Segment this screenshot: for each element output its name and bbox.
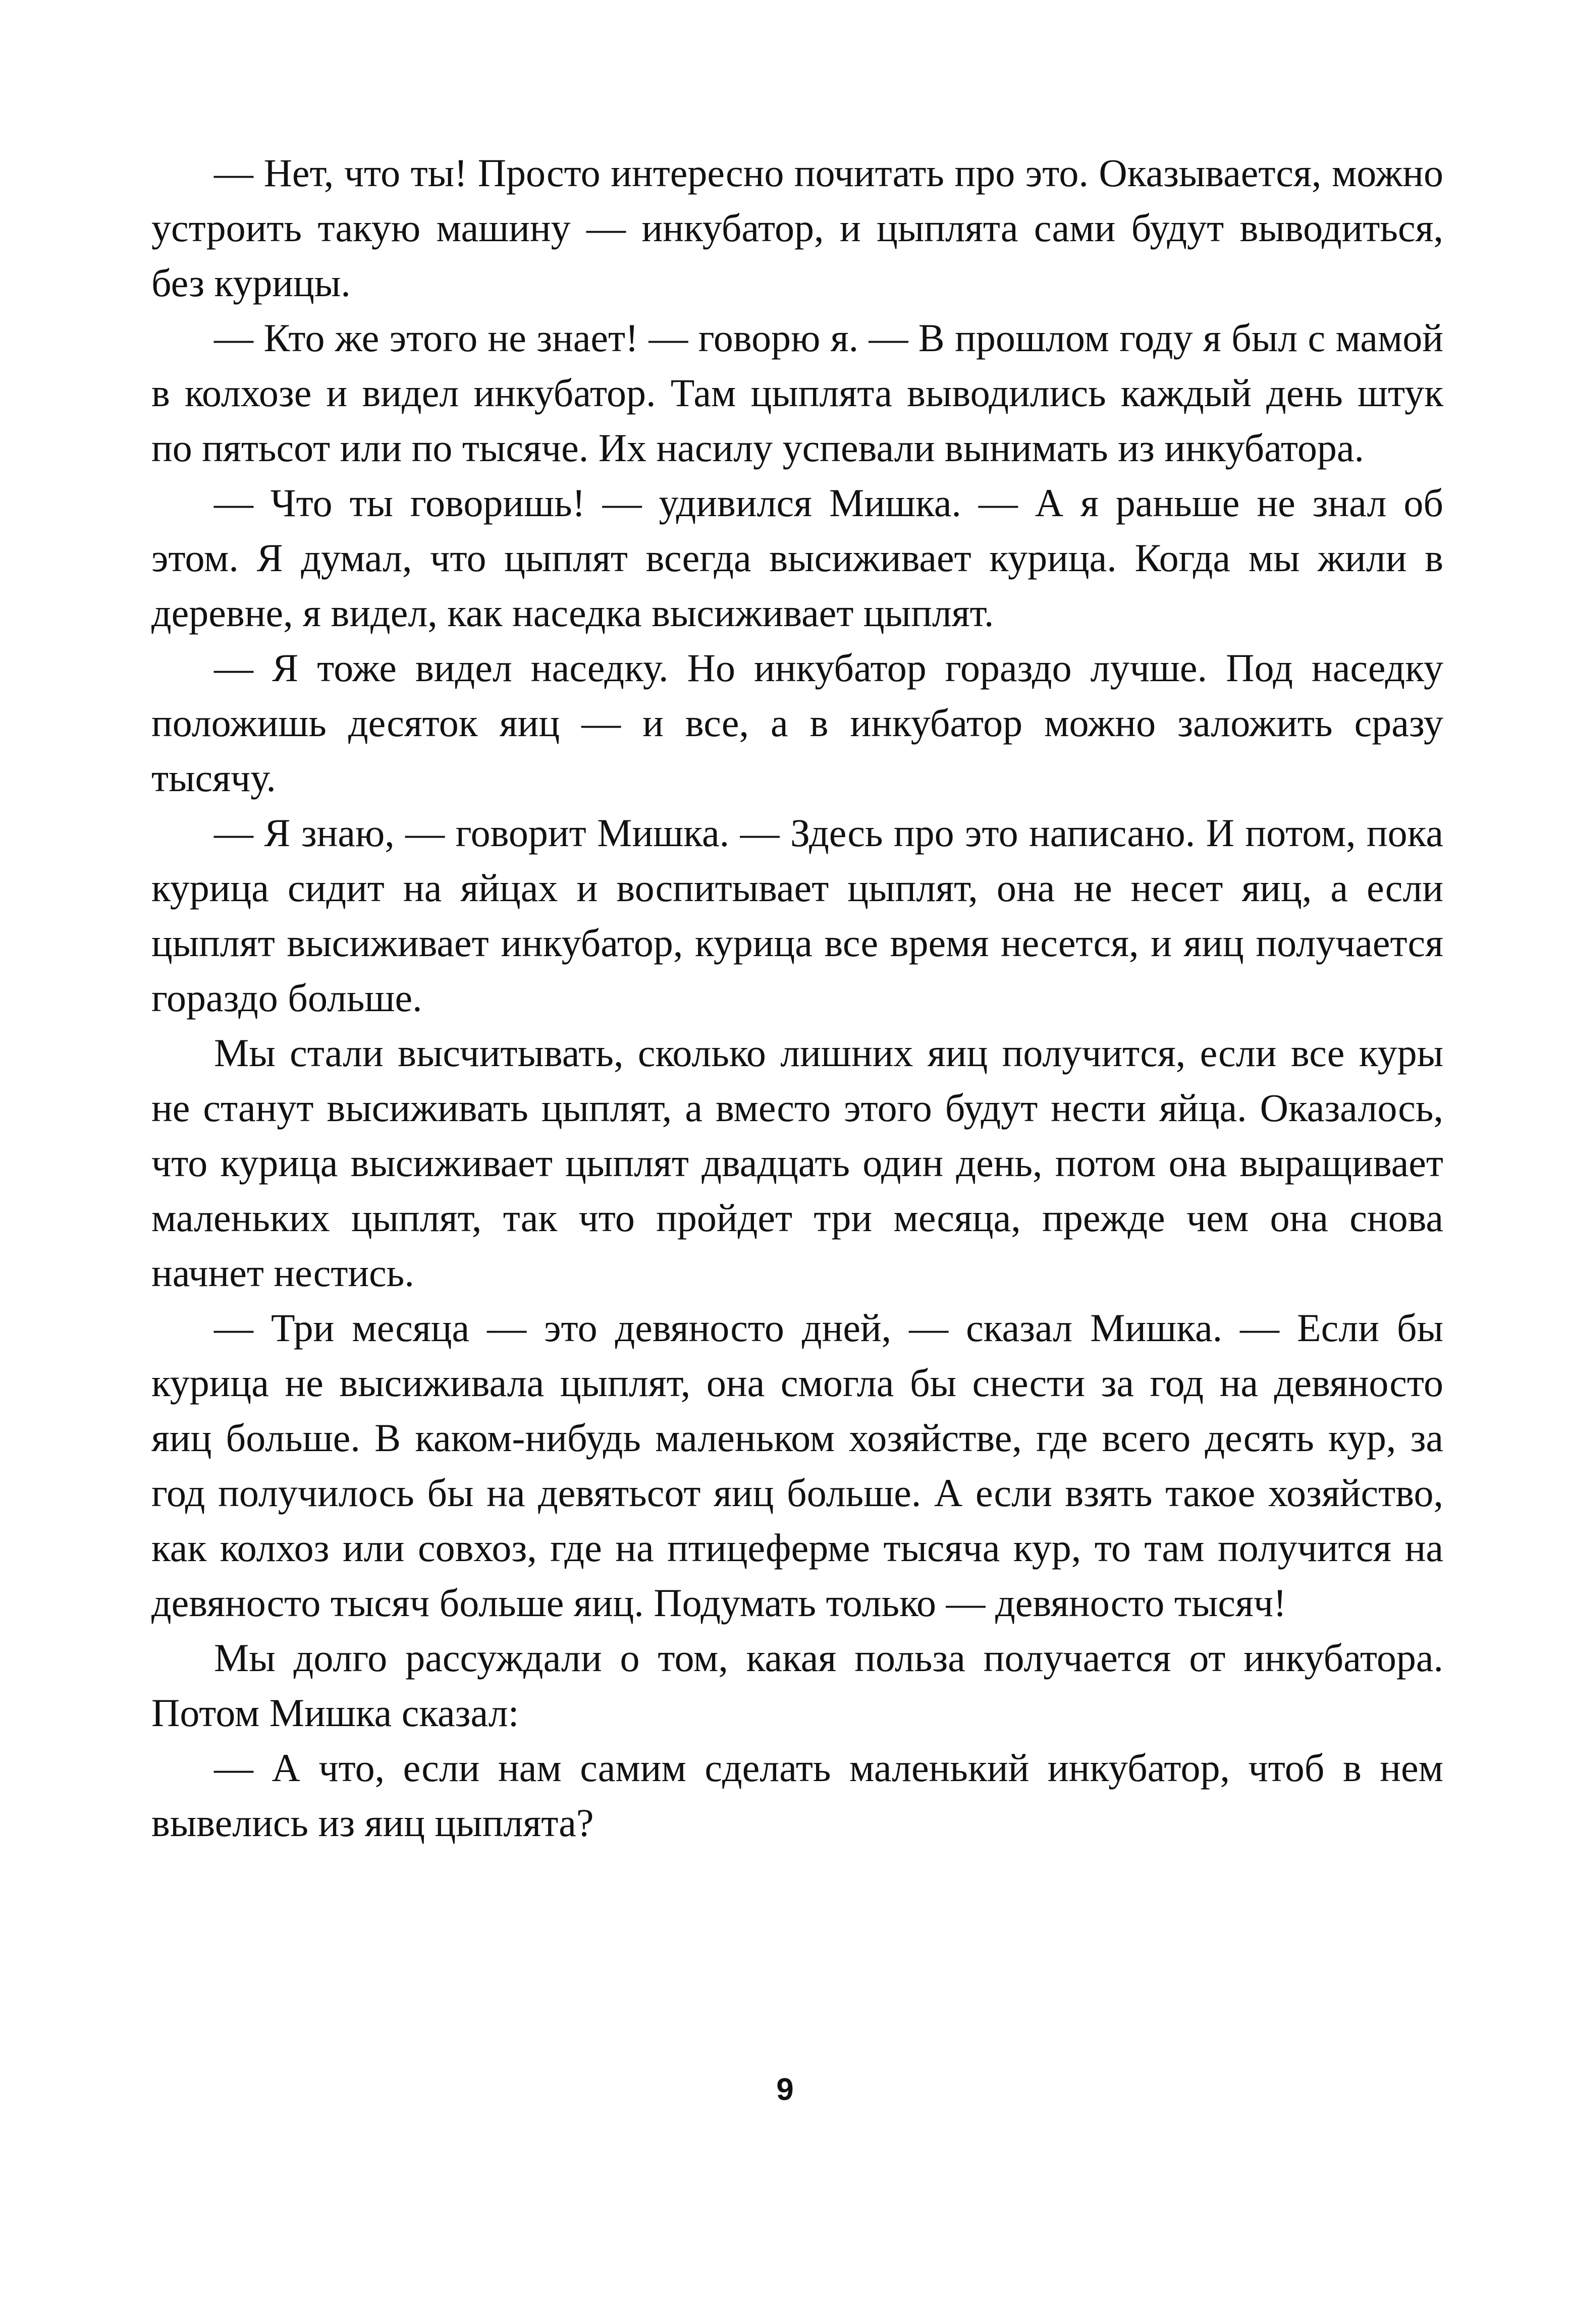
paragraph-9: — А что, если нам самим сделать маленький инкубатор, чтоб в нем вывелись из яиц цыплята?	[151, 1746, 1443, 1845]
paragraph-7: — Три месяца — это девяносто дней, — сказал Мишка. — Если бы курица не высиживала цыплят, она смогла бы снести за год на девяносто яиц больше. В каком-нибудь маленьком хозяйстве, где всего десять кур, за год получилось бы на девятьсот яиц больше. А если взять такое хозяйство, как колхоз или совхоз, где на птицеферме тысяча кур, то там получится на девяносто тысяч больше яиц. Подумать только — девяносто тысяч!	[151, 1306, 1443, 1625]
paragraph-2: — Кто же этого не знает! — говорю я. — В прошлом году я был с мамой в колхозе и видел инкубатор. Там цыплята выводились каждый день штук по пятьсот или по тысяче. Их насилу успевали вынимать из инкубатора.	[151, 316, 1443, 470]
paragraph-5: — Я знаю, — говорит Мишка. — Здесь про это написано. И потом, пока курица сидит на яйцах и воспитывает цыплят, она не несет яиц, а если цыплят высиживает инкубатор, курица все время несется, и яиц получается гораздо больше.	[151, 811, 1443, 1020]
paragraph-3: — Что ты говоришь! — удивился Мишка. — А я раньше не знал об этом. Я думал, что цыплят всегда высиживает курица. Когда мы жили в деревне, я видел, как наседка высиживает цыплят.	[151, 481, 1443, 635]
page-number: 9	[776, 2072, 794, 2107]
paragraph-6: Мы стали высчитывать, сколько лишних яиц получится, если все куры не станут высиживать цыплят, а вместо этого будут нести яйца. Оказалось, что курица высиживает цыплят двадцать один день, потом она выращивает маленьких цыплят, так что пройдет три месяца, прежде чем она снова начнет нестись.	[151, 1031, 1443, 1295]
paragraph-1: — Нет, что ты! Просто интересно почитать про это. Оказывается, можно устроить такую машину — инкубатор, и цыплята сами будут выводиться, без курицы.	[151, 151, 1443, 305]
paragraph-4: — Я тоже видел наседку. Но инкубатор гораздо лучше. Под наседку положишь десяток яиц — и все, а в инкубатор можно заложить сразу тысячу.	[151, 646, 1443, 800]
body-text	[151, 145, 1443, 1850]
paragraph-8: Мы долго рассуждали о том, какая польза получается от инкубатора. Потом Мишка сказал:	[151, 1636, 1443, 1735]
